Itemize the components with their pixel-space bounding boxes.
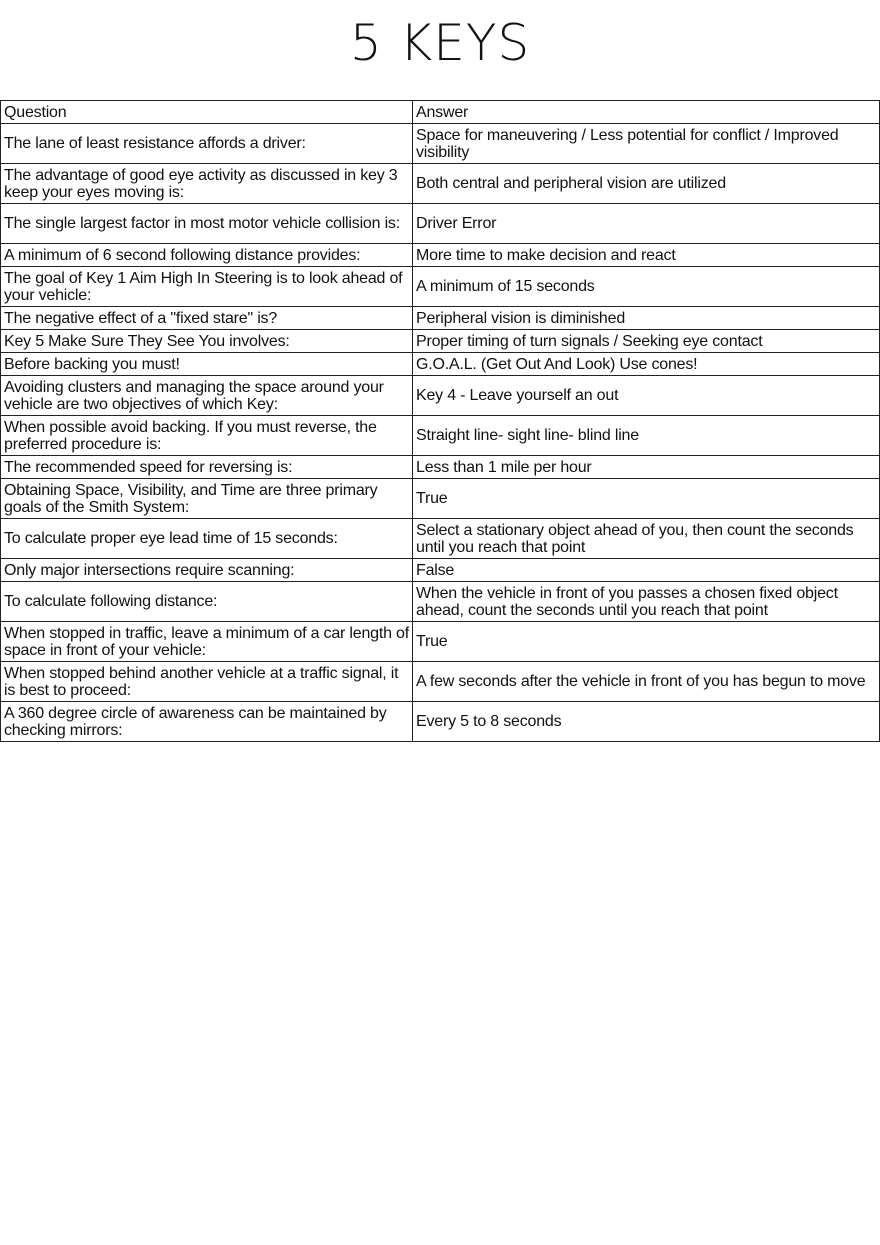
answer-cell: Select a stationary object ahead of you, then count the seconds until you reach that point [413, 519, 880, 559]
answer-cell: Key 4 - Leave yourself an out [413, 376, 880, 416]
table-row [1, 204, 880, 244]
question-cell: A minimum of 6 second following distance provides: [1, 244, 413, 267]
table-row [1, 416, 880, 456]
answer-cell: False [413, 559, 880, 582]
answer-cell: Every 5 to 8 seconds [413, 702, 880, 742]
table-row [1, 307, 880, 330]
question-cell: Obtaining Space, Visibility, and Time are three primary goals of the Smith System: [1, 479, 413, 519]
question-cell: Before backing you must! [1, 353, 413, 376]
answer-cell: A few seconds after the vehicle in front of you has begun to move [413, 662, 880, 702]
question-cell: The recommended speed for reversing is: [1, 456, 413, 479]
answer-cell: True [413, 479, 880, 519]
question-cell: The advantage of good eye activity as discussed in key 3 keep your eyes moving is: [1, 164, 413, 204]
table-row [1, 662, 880, 702]
question-cell: The negative effect of a "fixed stare" is? [1, 307, 413, 330]
table-row [1, 456, 880, 479]
question-cell: When possible avoid backing. If you must reverse, the preferred procedure is: [1, 416, 413, 456]
question-cell: To calculate proper eye lead time of 15 seconds: [1, 519, 413, 559]
answer-cell: True [413, 622, 880, 662]
column-header-answer: Answer [413, 101, 880, 124]
question-cell: When stopped behind another vehicle at a traffic signal, it is best to proceed: [1, 662, 413, 702]
question-cell: Only major intersections require scanning: [1, 559, 413, 582]
table-row [1, 582, 880, 622]
page-title: 5 KEYS [349, 14, 531, 72]
answer-cell: A minimum of 15 seconds [413, 267, 880, 307]
table-row [1, 267, 880, 307]
question-cell: The goal of Key 1 Aim High In Steering is to look ahead of your vehicle: [1, 267, 413, 307]
qa-table [0, 100, 880, 742]
table-row [1, 164, 880, 204]
question-cell: The single largest factor in most motor vehicle collision is: [1, 204, 413, 244]
table-row [1, 622, 880, 662]
column-header-question: Question [1, 101, 413, 124]
question-cell: A 360 degree circle of awareness can be maintained by checking mirrors: [1, 702, 413, 742]
answer-cell: Proper timing of turn signals / Seeking eye contact [413, 330, 880, 353]
question-cell: When stopped in traffic, leave a minimum of a car length of space in front of your vehicle: [1, 622, 413, 662]
answer-cell: Peripheral vision is diminished [413, 307, 880, 330]
table-row [1, 376, 880, 416]
table-row [1, 519, 880, 559]
question-cell: Key 5 Make Sure They See You involves: [1, 330, 413, 353]
answer-cell: Driver Error [413, 204, 880, 244]
answer-cell: More time to make decision and react [413, 244, 880, 267]
answer-cell: G.O.A.L. (Get Out And Look) Use cones! [413, 353, 880, 376]
question-cell: Avoiding clusters and managing the space around your vehicle are two objectives of which Key: [1, 376, 413, 416]
answer-cell: Straight line- sight line- blind line [413, 416, 880, 456]
table-row [1, 124, 880, 164]
table-row [1, 479, 880, 519]
table-row [1, 559, 880, 582]
answer-cell: Space for maneuvering / Less potential for conflict / Improved visibility [413, 124, 880, 164]
answer-cell: Both central and peripheral vision are utilized [413, 164, 880, 204]
question-cell: To calculate following distance: [1, 582, 413, 622]
table-row [1, 244, 880, 267]
table-row [1, 353, 880, 376]
answer-cell: Less than 1 mile per hour [413, 456, 880, 479]
table-row [1, 330, 880, 353]
answer-cell: When the vehicle in front of you passes a chosen fixed object ahead, count the seconds until you reach that point [413, 582, 880, 622]
question-cell: The lane of least resistance affords a driver: [1, 124, 413, 164]
table-row [1, 702, 880, 742]
table-header-row [1, 101, 880, 124]
